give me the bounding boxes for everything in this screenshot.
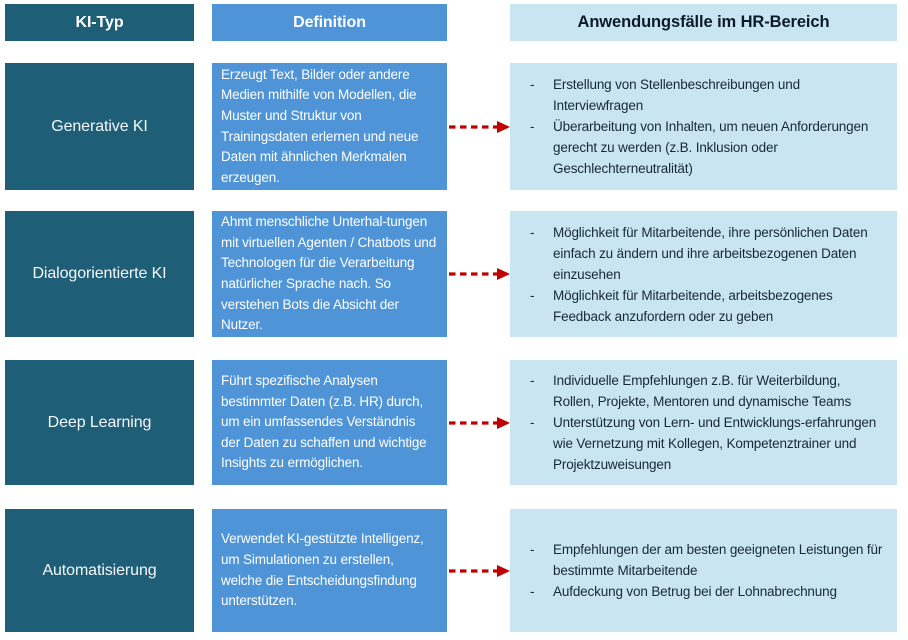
usecase-text: Erstellung von Stellenbeschreibungen und Interviewfragen bbox=[553, 77, 800, 113]
dash-bullet: - bbox=[530, 119, 535, 134]
header-ki-typ bbox=[5, 4, 194, 41]
definition-text: Erzeugt Text, Bilder oder andere Medien mithilfe von Modellen, die Muster und Struktur von Trainingsdaten erlernen und neue Daten mit ähnlichen Merkmalen erzeugen. bbox=[221, 66, 419, 185]
type-label: Deep Learning bbox=[47, 413, 152, 431]
type-box-deep-learning bbox=[5, 360, 194, 485]
usecase-item bbox=[530, 116, 883, 179]
type-box-generative-ki bbox=[5, 63, 194, 190]
definition-box bbox=[212, 509, 447, 632]
usecase-text: Möglichkeit für Mitarbeitende, ihre persönlichen Daten einfach zu ändern und ihre arbeitsbezogenen Daten einzusehen bbox=[553, 224, 868, 282]
dash-bullet: - bbox=[530, 373, 535, 388]
dash-bullet: - bbox=[530, 224, 535, 240]
definition-text: Führt spezifische Analysen bestimmter Daten (z.B. HR) durch, um ein umfassendes Verständnis der Daten zu schaffen und wichtige Insights zu ermöglichen. bbox=[221, 373, 427, 471]
definition-text: Ahmt menschliche Unterhal-tungen mit virtuellen Agenten / Chatbots und Technologen für die Verarbeitung natürlicher Sprache nach. So verstehen Bots die Absicht der Nutzer. bbox=[221, 214, 437, 333]
usecases-box bbox=[510, 509, 897, 632]
dash-bullet: - bbox=[530, 77, 535, 92]
usecase-text: Überarbeitung von Inhalten, um neuen Anforderungen gerecht zu werden (z.B. Inklusion oder Geschlechterneutralität) bbox=[553, 119, 869, 176]
usecase-item bbox=[530, 74, 883, 116]
definition-box bbox=[212, 63, 447, 190]
dash-bullet: - bbox=[530, 287, 535, 303]
dashed-arrow-icon bbox=[448, 266, 512, 282]
header-definition bbox=[212, 4, 447, 41]
usecase-item bbox=[530, 285, 883, 327]
usecases-box bbox=[510, 63, 897, 190]
row-connector bbox=[447, 211, 512, 337]
dash-bullet: - bbox=[530, 542, 535, 557]
type-box-automatisierung bbox=[5, 509, 194, 632]
dash-bullet: - bbox=[530, 415, 535, 430]
definition-box bbox=[212, 211, 447, 337]
usecase-item bbox=[530, 222, 883, 285]
type-box-dialogorientierte-ki bbox=[5, 211, 194, 337]
usecase-text: Unterstützung von Lern- und Entwicklungs-erfahrungen wie Vernetzung mit Kollegen, Kompetenztrainer und Projektzuweisungen bbox=[553, 415, 877, 472]
usecase-item bbox=[530, 412, 883, 475]
type-label: Automatisierung bbox=[42, 561, 157, 579]
usecase-text: Empfehlungen der am besten geeigneten Leistungen für bestimmte Mitarbeitende bbox=[553, 542, 883, 578]
usecase-text: Möglichkeit für Mitarbeitende, arbeitsbezogenes Feedback anzufordern oder zu geben bbox=[553, 287, 833, 324]
row-connector bbox=[447, 360, 512, 485]
definition-text: Verwendet KI-gestützte Intelligenz, um Simulationen zu erstellen, welche die Entscheidungsfindung unterstützen. bbox=[221, 531, 424, 609]
header-anwendungsfaelle-label: Anwendungsfälle im HR-Bereich bbox=[577, 13, 830, 31]
usecase-item bbox=[530, 539, 883, 581]
usecase-text: Aufdeckung von Betrug bei der Lohnabrechnung bbox=[553, 584, 837, 599]
row-connector bbox=[447, 63, 512, 190]
header-anwendungsfaelle bbox=[510, 4, 897, 41]
header-definition-label: Definition bbox=[293, 13, 366, 31]
row-connector bbox=[447, 509, 512, 632]
dashed-arrow-icon bbox=[448, 415, 512, 431]
type-label: Dialogorientierte KI bbox=[32, 265, 167, 282]
dash-bullet: - bbox=[530, 584, 535, 599]
header-ki-typ-label: KI-Typ bbox=[75, 13, 124, 31]
dashed-arrow-icon bbox=[448, 119, 512, 135]
usecases-box bbox=[510, 211, 897, 337]
type-label: Generative KI bbox=[51, 117, 148, 135]
usecase-item bbox=[530, 370, 883, 412]
usecases-box bbox=[510, 360, 897, 485]
definition-box bbox=[212, 360, 447, 485]
usecase-item bbox=[530, 581, 883, 602]
usecase-text: Individuelle Empfehlungen z.B. für Weiterbildung, Rollen, Projekte, Mentoren und dynamische Teams bbox=[553, 373, 852, 409]
dashed-arrow-icon bbox=[448, 563, 512, 579]
